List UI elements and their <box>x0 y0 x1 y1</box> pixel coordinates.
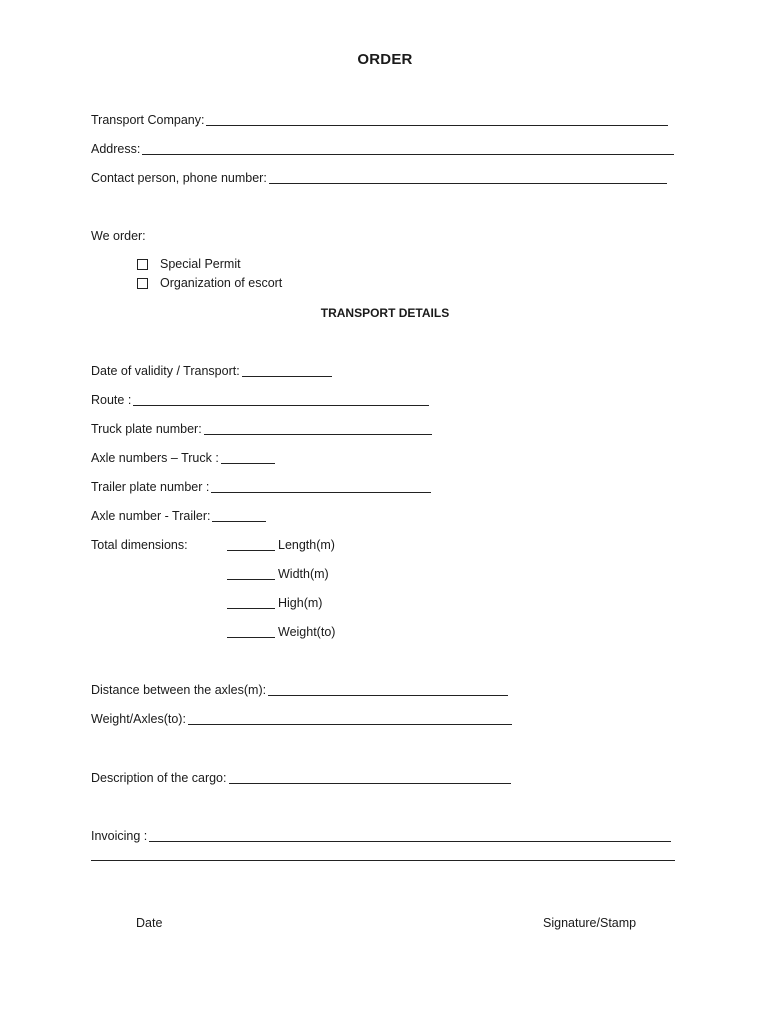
axle-distance-field[interactable] <box>91 684 508 697</box>
axle-truck-label: Axle numbers – Truck : <box>91 451 219 465</box>
length-unit-label: Length(m) <box>278 538 335 552</box>
route-field[interactable] <box>91 394 429 407</box>
truck-plate-line[interactable] <box>204 434 432 435</box>
escort-checkbox[interactable] <box>137 278 148 289</box>
axle-distance-label: Distance between the axles(m): <box>91 683 267 697</box>
weight-unit-label: Weight(to) <box>278 625 336 639</box>
we-order-label: We order: <box>91 229 146 243</box>
form-title: ORDER <box>357 51 413 68</box>
validity-line[interactable] <box>242 376 332 377</box>
invoicing-label: Invoicing : <box>91 829 148 843</box>
dimension-length[interactable] <box>227 539 335 552</box>
address-field[interactable] <box>91 143 674 156</box>
transport-company-line[interactable] <box>206 125 668 126</box>
address-line[interactable] <box>142 154 674 155</box>
cargo-label: Description of the cargo: <box>91 771 227 785</box>
axle-trailer-label: Axle number - Trailer: <box>91 509 211 523</box>
transport-company-field[interactable] <box>91 114 668 127</box>
cargo-line[interactable] <box>229 783 511 784</box>
invoicing-extra-line[interactable] <box>91 860 675 861</box>
high-line[interactable] <box>227 608 275 609</box>
width-line[interactable] <box>227 579 275 580</box>
axle-distance-line[interactable] <box>268 695 508 696</box>
route-label: Route : <box>91 393 132 407</box>
truck-plate-field[interactable] <box>91 423 432 436</box>
contact-label: Contact person, phone number: <box>91 171 267 185</box>
cargo-field[interactable] <box>91 772 511 785</box>
date-label: Date <box>136 916 163 930</box>
trailer-plate-line[interactable] <box>211 492 431 493</box>
trailer-plate-field[interactable] <box>91 481 431 494</box>
dimension-weight[interactable] <box>227 626 335 639</box>
width-unit-label: Width(m) <box>278 567 329 581</box>
truck-plate-label: Truck plate number: <box>91 422 202 436</box>
address-label: Address: <box>91 142 141 156</box>
contact-field[interactable] <box>91 172 667 185</box>
axle-truck-field[interactable] <box>91 452 275 465</box>
dimension-width[interactable] <box>227 568 329 581</box>
validity-label: Date of validity / Transport: <box>91 364 240 378</box>
transport-company-label: Transport Company: <box>91 113 205 127</box>
axle-trailer-line[interactable] <box>212 521 266 522</box>
signature-label: Signature/Stamp <box>543 916 637 930</box>
weight-axles-field[interactable] <box>91 713 512 726</box>
option-special-permit[interactable] <box>137 258 241 271</box>
axle-trailer-field[interactable] <box>91 510 266 523</box>
route-line[interactable] <box>133 405 429 406</box>
invoicing-extra-field[interactable] <box>91 860 675 862</box>
high-unit-label: High(m) <box>278 596 323 610</box>
dimensions-label: Total dimensions: <box>91 538 188 552</box>
escort-label: Organization of escort <box>160 276 283 290</box>
invoicing-field[interactable] <box>91 830 671 843</box>
weight-axles-label: Weight/Axles(to): <box>91 712 186 726</box>
contact-line[interactable] <box>269 183 667 184</box>
option-escort[interactable] <box>137 277 282 290</box>
dimension-high[interactable] <box>227 597 322 610</box>
validity-field[interactable] <box>91 365 332 378</box>
length-line[interactable] <box>227 550 275 551</box>
special-permit-checkbox[interactable] <box>137 259 148 270</box>
weight-axles-line[interactable] <box>188 724 512 725</box>
special-permit-label: Special Permit <box>160 257 241 271</box>
trailer-plate-label: Trailer plate number : <box>91 480 210 494</box>
transport-details-title: TRANSPORT DETAILS <box>320 306 450 320</box>
we-order-heading <box>91 230 146 243</box>
axle-truck-line[interactable] <box>221 463 275 464</box>
weight-line[interactable] <box>227 637 275 638</box>
dimensions-heading <box>91 539 188 552</box>
invoicing-line[interactable] <box>149 841 671 842</box>
